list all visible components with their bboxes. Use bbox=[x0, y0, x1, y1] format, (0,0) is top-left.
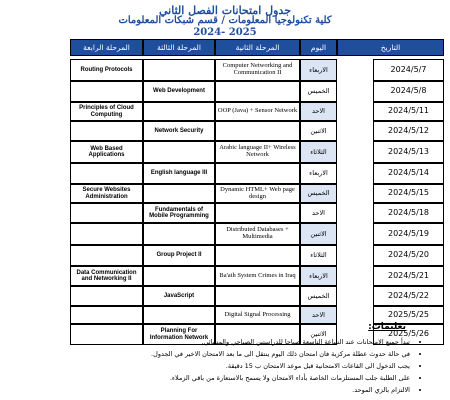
academic-year: 2024- 2025 bbox=[193, 27, 257, 38]
cell-stage-4: Data Communication and Networking II bbox=[70, 266, 143, 286]
cell-day: الاثنين bbox=[300, 223, 337, 245]
cell-stage-3 bbox=[143, 223, 215, 245]
instruction-item: • تبدأ جميع الامتحانات عند الساعة التاسعة صباحا للدراستين الصباحي والمسائي. bbox=[30, 336, 410, 348]
instructions-title: تعليمات: bbox=[368, 322, 406, 332]
cell-stage-4 bbox=[70, 223, 143, 245]
cell-day: الاحد bbox=[300, 203, 337, 223]
cell-stage-2: OOP (Java) + Sensor Network bbox=[215, 102, 300, 121]
cell-stage-3: English language III bbox=[143, 163, 215, 184]
cell-day: الثلاثاء bbox=[300, 245, 337, 266]
cell-stage-4: Web Based Applications bbox=[70, 141, 143, 163]
cell-date: 2024/5/21 bbox=[373, 266, 444, 286]
cell-day: الاثنين bbox=[300, 324, 337, 345]
instruction-item: • على الطلبة جلب المستلزمات الخاصة بأداء الامتحان ولا يسمح بالاستعارة من باقي الزملاء. bbox=[30, 372, 410, 384]
header-stage-2: المرحلة الثانية bbox=[215, 39, 300, 56]
cell-stage-2: Ba'ath System Crimes in Iraq bbox=[215, 266, 300, 286]
cell-date: 2025/5/25 bbox=[373, 306, 444, 324]
cell-stage-2 bbox=[215, 286, 300, 306]
college-department: كلية تكنولوجيا المعلومات / قسم شبكات المعلومات bbox=[118, 15, 332, 26]
cell-stage-3 bbox=[143, 266, 215, 286]
cell-date: 2024/5/19 bbox=[373, 223, 444, 245]
instruction-item: • يجب الدخول الى القاعات الامتحانية قبل موعد الامتحان ب 15 دقيقة. bbox=[30, 360, 410, 372]
header-stage-4: المرحلة الرابعة bbox=[70, 39, 143, 56]
cell-date: 2024/5/22 bbox=[373, 286, 444, 306]
cell-stage-3: Planning For Information Network bbox=[143, 324, 215, 345]
cell-stage-4 bbox=[70, 81, 143, 102]
cell-date: 2024/5/12 bbox=[373, 121, 444, 141]
cell-date: 2024/5/15 bbox=[373, 184, 444, 203]
cell-stage-3 bbox=[143, 59, 215, 81]
cell-date: 2024/5/7 bbox=[373, 59, 444, 81]
cell-stage-4 bbox=[70, 203, 143, 223]
cell-day: الاربعاء bbox=[300, 59, 337, 81]
cell-stage-4 bbox=[70, 121, 143, 141]
header-date: التاريخ bbox=[337, 39, 444, 56]
cell-stage-4 bbox=[70, 245, 143, 266]
cell-day: الاحد bbox=[300, 102, 337, 121]
cell-stage-4: Secure Websites Administration bbox=[70, 184, 143, 203]
cell-day: الاربعاء bbox=[300, 266, 337, 286]
cell-day: الخميس bbox=[300, 184, 337, 203]
cell-stage-3: Group Project II bbox=[143, 245, 215, 266]
cell-day: الاربعاء bbox=[300, 163, 337, 184]
cell-stage-2 bbox=[215, 81, 300, 102]
instruction-item: • الالتزام بالزي الموحد. bbox=[30, 384, 410, 396]
cell-stage-2: Arabic language II+ Wireless Network bbox=[215, 141, 300, 163]
cell-stage-2 bbox=[215, 245, 300, 266]
cell-date: 2025/5/26 bbox=[373, 324, 444, 345]
cell-day: الثلاثاء bbox=[300, 141, 337, 163]
cell-stage-3 bbox=[143, 141, 215, 163]
cell-stage-2 bbox=[215, 121, 300, 141]
cell-stage-4 bbox=[70, 163, 143, 184]
cell-date: 2024/5/20 bbox=[373, 245, 444, 266]
cell-stage-3: Fundamentals of Mobile Programming bbox=[143, 203, 215, 223]
cell-day: الخميس bbox=[300, 286, 337, 306]
cell-stage-2 bbox=[215, 203, 300, 223]
page-title: جدول امتحانات الفصل الثاني bbox=[158, 4, 291, 17]
cell-date: 2024/5/13 bbox=[373, 141, 444, 163]
cell-date: 2024/5/14 bbox=[373, 163, 444, 184]
cell-stage-3: Web Development bbox=[143, 81, 215, 102]
cell-stage-2 bbox=[215, 163, 300, 184]
cell-stage-4: Principles of Cloud Computing bbox=[70, 102, 143, 121]
cell-stage-3 bbox=[143, 102, 215, 121]
spacer-column bbox=[337, 59, 373, 345]
instruction-item: • في حالة حدوث عطلة مركزية فان امتحان ذلك اليوم ينتقل الى ما بعد الامتحان الاخير في الجدول. bbox=[30, 348, 410, 360]
cell-stage-4 bbox=[70, 286, 143, 306]
instructions-list bbox=[30, 336, 420, 396]
cell-stage-3: Network Security bbox=[143, 121, 215, 141]
cell-date: 2024/5/18 bbox=[373, 203, 444, 223]
cell-stage-2: Computer Networking and Communication II bbox=[215, 59, 300, 81]
cell-stage-2: Dynamic HTML+ Web page design bbox=[215, 184, 300, 203]
cell-stage-3 bbox=[143, 306, 215, 324]
cell-stage-4: Routing Protocols bbox=[70, 59, 143, 81]
cell-stage-2: Distributed Databases + Multimedia bbox=[215, 223, 300, 245]
cell-day: الاثنين bbox=[300, 121, 337, 141]
header-day: اليوم bbox=[300, 39, 337, 56]
cell-stage-2: Digital Signal Processing bbox=[215, 306, 300, 324]
cell-stage-4 bbox=[70, 306, 143, 324]
header-stage-3: المرحلة الثالثة bbox=[143, 39, 215, 56]
cell-date: 2024/5/8 bbox=[373, 81, 444, 102]
cell-day: الخميس bbox=[300, 81, 337, 102]
cell-stage-3: JavaScript bbox=[143, 286, 215, 306]
cell-day: الاحد bbox=[300, 306, 337, 324]
cell-stage-3 bbox=[143, 184, 215, 203]
cell-date: 2024/5/11 bbox=[373, 102, 444, 121]
